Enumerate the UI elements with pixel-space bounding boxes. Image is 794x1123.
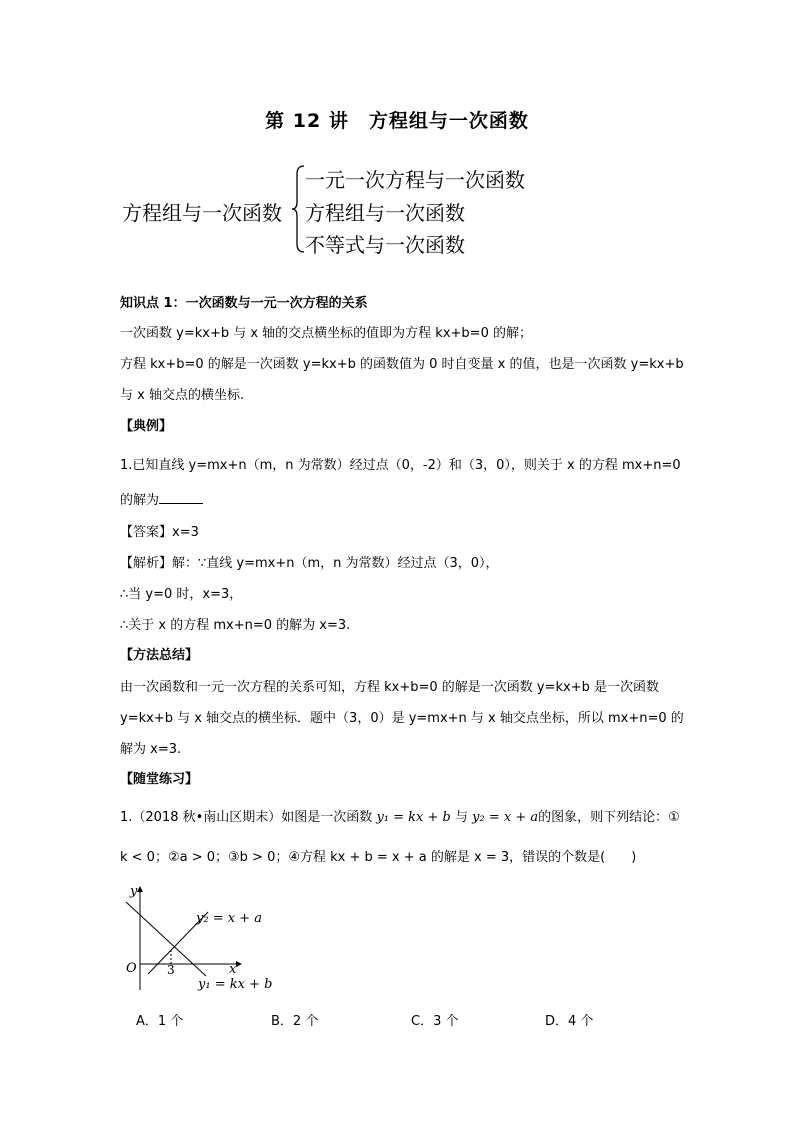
- equation-y1: y₁ = kx + b: [376, 810, 451, 825]
- practice-q1-text-a: 1.（2018 秋•南山区期末）如图是一次函数: [120, 810, 373, 825]
- x-axis-label: x: [229, 962, 237, 977]
- line-label-y2: y₂ = x + a: [196, 911, 262, 926]
- practice-q1-text-mid: 与: [454, 810, 468, 825]
- example-analysis-1: 【解析】解：∵直线 y=mx+n（m，n 为常数）经过点（3，0），: [120, 556, 499, 571]
- overview-root: 方程组与一次函数: [122, 201, 282, 225]
- example-heading: 【典例】: [120, 419, 173, 434]
- practice-q1-line-1: [120, 806, 680, 825]
- line-label-y1: y₁ = kx + b: [198, 977, 273, 992]
- origin-label: O: [126, 961, 137, 976]
- kp1-line-1: 一次函数 y=kx+b 与 x 轴的交点横坐标的值即为方程 kx+b=0 的解；: [120, 326, 532, 341]
- answer-blank: [159, 491, 203, 504]
- y-axis-label: y: [130, 884, 138, 899]
- method-line-1: 由一次函数和一元一次方程的关系可知，方程 kx+b=0 的解是一次函数 y=kx+b 是一次函数: [120, 680, 660, 695]
- practice-q1-text-b: 的图象，则下列结论：①: [538, 810, 680, 825]
- tick-label-3: 3: [167, 963, 175, 977]
- method-line-2: y=kx+b 与 x 轴交点的横坐标．题中（3，0）是 y=mx+n 与 x 轴交点坐标，所以 mx+n=0 的: [120, 711, 684, 726]
- kp1-line-3: 与 x 轴交点的横坐标.: [120, 388, 245, 403]
- example-analysis-3: ∴关于 x 的方程 mx+n=0 的解为 x=3.: [120, 618, 351, 633]
- function-graph: [118, 882, 278, 997]
- example-analysis-2: ∴当 y=0 时，x=3，: [120, 587, 243, 602]
- practice-heading: 【随堂练习】: [120, 772, 199, 787]
- practice-q1-line-2: k < 0；②a > 0；③b > 0；④方程 kx + b = x + a 的解是 x = 3，错误的个数是( ): [120, 850, 637, 865]
- option-b: B．2 个: [271, 1014, 319, 1029]
- overview-branch-1: 一元一次方程与一次函数: [305, 168, 525, 192]
- equation-y2: y₂ = x + a: [472, 810, 539, 825]
- overview-branch-3: 不等式与一次函数: [305, 233, 465, 257]
- method-heading: 【方法总结】: [120, 648, 199, 663]
- kp1-line-2: 方程 kx+b=0 的解是一次函数 y=kx+b 的函数值为 0 时自变量 x 的值，也是一次函数 y=kx+b: [120, 357, 684, 372]
- brace-icon: [290, 164, 306, 254]
- page-title: 第 12 讲 方程组与一次函数: [265, 110, 529, 132]
- option-c: C．3 个: [411, 1014, 459, 1029]
- example-question-line-1: 1.已知直线 y=mx+n（m，n 为常数）经过点（0，-2）和（3，0），则关于 x 的方程 mx+n=0: [120, 458, 681, 473]
- overview-branch-2: 方程组与一次函数: [305, 201, 465, 225]
- example-question-text: 的解为: [120, 493, 160, 508]
- example-question-line-2: [120, 489, 203, 508]
- method-line-3: 解为 x=3.: [120, 742, 182, 757]
- option-a: A．1 个: [136, 1014, 184, 1029]
- kp1-heading: 知识点 1：一次函数与一元一次方程的关系: [120, 296, 368, 311]
- option-d: D．4 个: [545, 1014, 594, 1029]
- example-answer: 【答案】x=3: [120, 525, 199, 540]
